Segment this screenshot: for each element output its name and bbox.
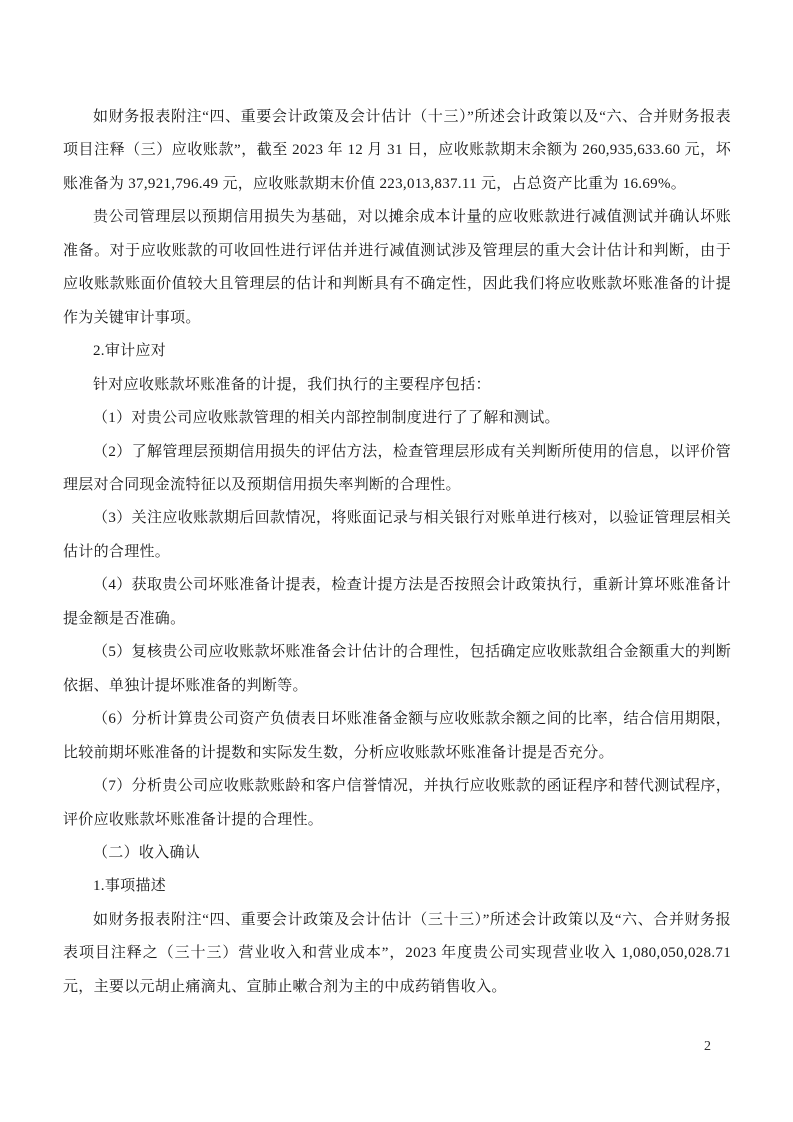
heading-matter-description: 1.事项描述	[93, 878, 167, 895]
paragraph-key-audit-matter: 贵公司管理层以预期信用损失为基础，对以摊余成本计量的应收账款进行减值测试并确认坏账准备。对于应收账款的可收回性进行评估并进行减值测试涉及管理层的重大会计估计和判断，由于应收账款账面价值较大且管理层的估计和判断具有不确定性，因此我们将应收账款坏账准备的计提作为关键审计事项。	[63, 209, 731, 326]
paragraph-revenue-policy: 如财务报表附注“四、重要会计政策及会计估计（三十三）”所述会计政策以及“六、合并财务报表项目注释之（三十三）营业收入和营业成本”，2023 年度贵公司实现营业收入 1,080,050,028.71 元，主要以元胡止痛滴丸、宣肺止嗽合剂为主的中成药销售收入。	[63, 911, 731, 995]
paragraph-receivables-policy: 如财务报表附注“四、重要会计政策及会计估计（十三）”所述会计政策以及“六、合并财务报表项目注释（三）应收账款”，截至 2023 年 12 月 31 日，应收账款期末余额为 260,935,633.60 元，坏账准备为 37,921,796.49 元，应收账款期末价值 223,013,837.11 元，占总资产比重为 16.69%。	[63, 109, 731, 192]
page-number: 2	[704, 1039, 711, 1054]
heading-audit-response: 2.审计应对	[93, 343, 167, 360]
list-item-procedure-4: （4）获取贵公司坏账准备计提表，检查计提方法是否按照会计政策执行，重新计算坏账准备计提金额是否准确。	[63, 577, 731, 627]
list-item-procedure-1: （1）对贵公司应收账款管理的相关内部控制制度进行了了解和测试。	[93, 410, 560, 427]
list-item-procedure-3: （3）关注应收账款期后回款情况，将账面记录与相关银行对账单进行核对，以验证管理层相关估计的合理性。	[63, 510, 731, 560]
paragraph-procedures-intro: 针对应收账款坏账准备的计提，我们执行的主要程序包括：	[93, 376, 491, 393]
list-item-procedure-2: （2）了解管理层预期信用损失的评估方法，检查管理层形成有关判断所使用的信息，以评价管理层对合同现金流特征以及预期信用损失率判断的合理性。	[63, 443, 731, 493]
document-body	[63, 101, 731, 1004]
list-item-procedure-7: （7）分析贵公司应收账款账龄和客户信誉情况，并执行应收账款的函证程序和替代测试程序，评价应收账款坏账准备计提的合理性。	[63, 778, 731, 828]
heading-revenue-recognition: （二）收入确认	[93, 844, 201, 861]
list-item-procedure-5: （5）复核贵公司应收账款坏账准备会计估计的合理性，包括确定应收账款组合金额重大的判断依据、单独计提坏账准备的判断等。	[63, 644, 731, 694]
list-item-procedure-6: （6）分析计算贵公司资产负债表日坏账准备金额与应收账款余额之间的比率，结合信用期限，比较前期坏账准备的计提数和实际发生数，分析应收账款坏账准备计提是否充分。	[63, 711, 731, 761]
